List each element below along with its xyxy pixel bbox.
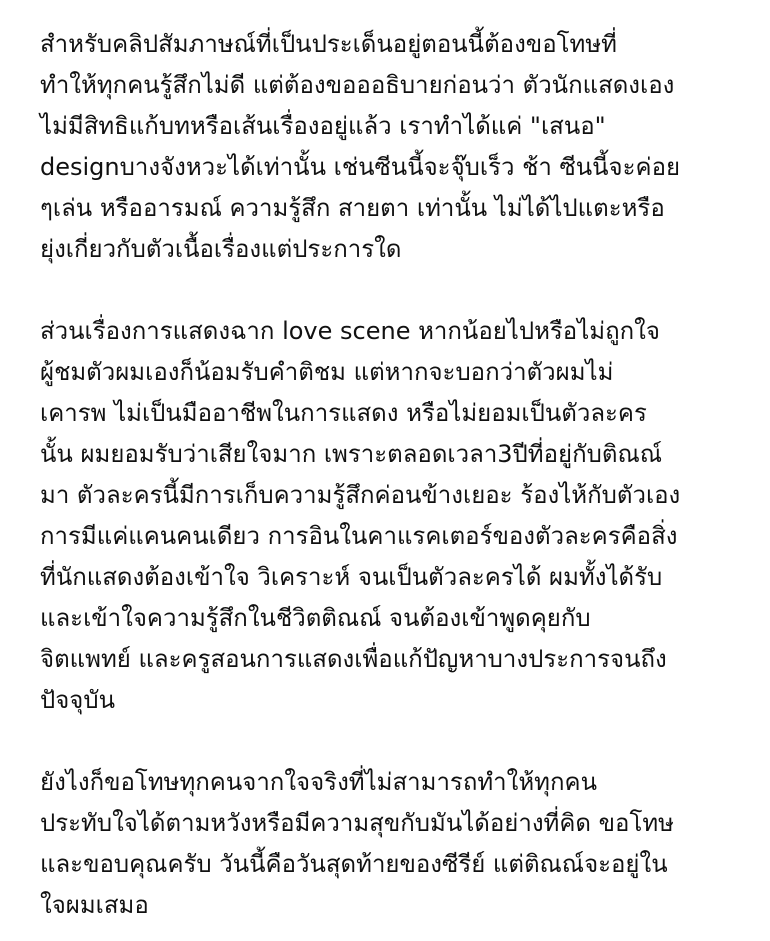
- paragraph-line: ส่วนเรื่องการแสดงฉาก love scene หากน้อยไปหรือไม่ถูกใจ: [40, 317, 660, 345]
- paragraph-line: ทำให้ทุกคนรู้สึกไม่ดี แต่ต้องขอออธิบายก่อนว่า ตัวนักแสดงเอง: [40, 71, 675, 99]
- paragraph-line: ยุ่งเกี่ยวกับตัวเนื้อเรื่องแต่ประการใด: [40, 235, 402, 263]
- paragraph-line: ปัจจุบัน: [40, 686, 115, 714]
- paragraph-2: [40, 311, 740, 721]
- paragraph-line: ยังไงก็ขอโทษทุกคนจากใจจริงที่ไม่สามารถทำให้ทุกคน: [40, 768, 597, 796]
- paragraph-line: ประทับใจได้ตามหวังหรือมีความสุขกับมันได้อย่างที่คิด ขอโทษ: [40, 809, 674, 837]
- paragraph-line: การมีแค่แคนคนเดียว การอินในคาแรคเตอร์ของตัวละครคือสิ่ง: [40, 522, 678, 550]
- paragraph-line: ที่นักแสดงต้องเข้าใจ วิเคราะห์ จนเป็นตัวละครได้ ผมทั้งได้รับ: [40, 563, 663, 591]
- paragraph-3: [40, 762, 740, 926]
- paragraph-line: ผู้ชมตัวผมเองก็น้อมรับคำติชม แต่หากจะบอกว่าตัวผมไม่: [40, 358, 614, 386]
- paragraph-line: ใจผมเสมอ: [40, 891, 149, 919]
- paragraph-line: เคารพ ไม่เป็นมืออาชีพในการแสดง หรือไม่ยอมเป็นตัวละคร: [40, 399, 647, 427]
- paragraph-line: ไม่มีสิทธิแก้บทหรือเส้นเรื่องอยู่แล้ว เราทำได้แค่ "เสนอ": [40, 112, 606, 140]
- paragraph-line: และขอบคุณครับ วันนี้คือวันสุดท้ายของซีรีย์ แต่ติณณ์จะอยู่ใน: [40, 850, 668, 878]
- statement-text: [40, 24, 740, 926]
- paragraph-line: และเข้าใจความรู้สึกในชีวิตติณณ์ จนต้องเข้าพูดคุยกับ: [40, 604, 591, 632]
- paragraph-line: ๆเล่น หรืออารมณ์ ความรู้สึก สายตา เท่านั้น ไม่ได้ไปแตะหรือ: [40, 194, 665, 222]
- paragraph-line: designบางจังหวะได้เท่านั้น เช่นซีนนี้จะจุ๊บเร็ว ช้า ซีนนี้จะค่อย: [40, 153, 681, 181]
- paragraph-line: นั้น ผมยอมรับว่าเสียใจมาก เพราะตลอดเวลา3ปีที่อยู่กับติณณ์: [40, 440, 662, 468]
- paragraph-line: มา ตัวละครนี้มีการเก็บความรู้สึกค่อนข้างเยอะ ร้องไห้กับตัวเอง: [40, 481, 681, 509]
- paragraph-line: จิตแพทย์ และครูสอนการแสดงเพื่อแก้ปัญหาบางประการจนถึง: [40, 645, 667, 673]
- paragraph-1: [40, 24, 740, 270]
- paragraph-line: สำหรับคลิปสัมภาษณ์ที่เป็นประเด็นอยู่ตอนนี้ต้องขอโทษที่: [40, 30, 617, 58]
